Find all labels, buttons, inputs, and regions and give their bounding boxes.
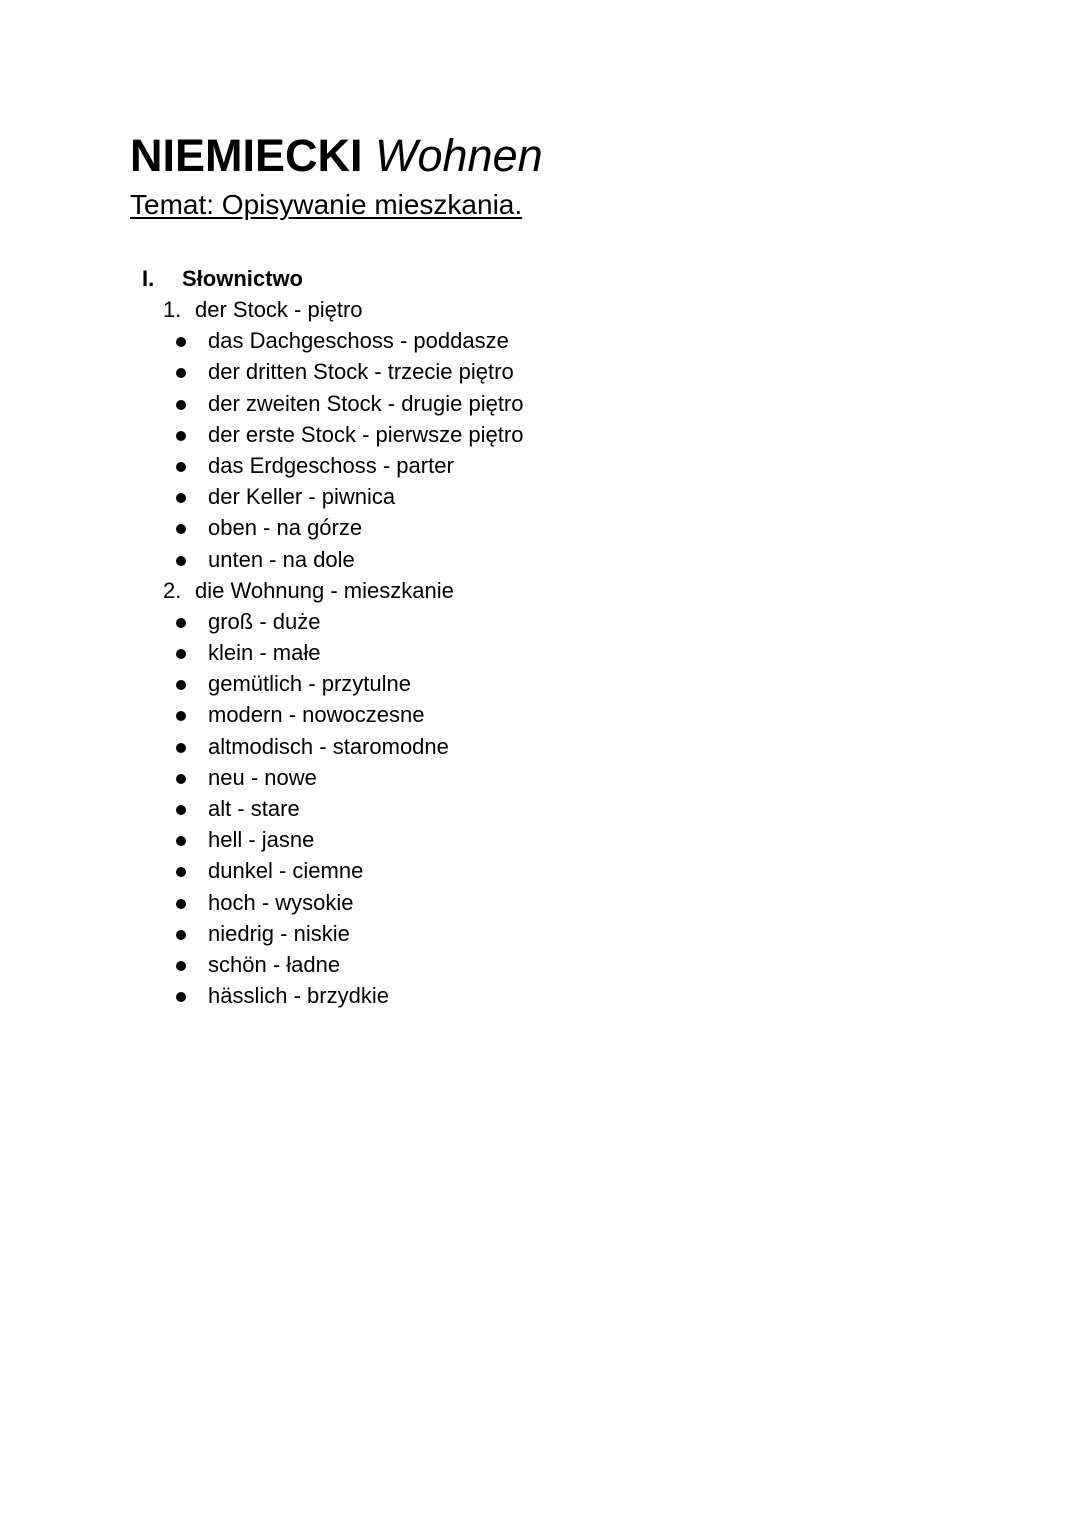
- bullet-icon: [176, 961, 186, 971]
- bullet-icon: [176, 680, 186, 690]
- bullet-text: alt - stare: [208, 796, 300, 821]
- item-text: die Wohnung - mieszkanie: [195, 577, 454, 603]
- vocabulary-list: [0, 294, 1080, 1011]
- bullet-item: [0, 388, 1080, 419]
- bullet-text: groß - duże: [208, 608, 321, 634]
- bullet-text: hell - jasne: [208, 827, 315, 853]
- bullet-item: [0, 699, 1080, 730]
- section-heading: [142, 263, 303, 294]
- bullet-text: hässlich - brzydkie: [208, 983, 389, 1009]
- bullet-item: [0, 668, 1080, 699]
- lesson-subtitle: Temat: Opisywanie mieszkania.: [130, 189, 523, 220]
- bullet-icon: [176, 431, 186, 441]
- item-number: 2.: [163, 577, 182, 603]
- bullet-item: [0, 637, 1080, 668]
- bullet-item: [0, 824, 1080, 855]
- numbered-item: [0, 294, 1080, 325]
- bullet-text: neu - nowe: [208, 764, 317, 790]
- bullet-icon: [176, 774, 186, 784]
- bullet-item: [0, 544, 1080, 575]
- bullet-icon: [176, 930, 186, 940]
- bullet-item: [0, 949, 1080, 980]
- bullet-item: [0, 793, 1080, 824]
- bullet-icon: [176, 836, 186, 846]
- bullet-item: [0, 450, 1080, 481]
- bullet-text: modern - nowoczesne: [208, 702, 425, 728]
- bullet-item: [0, 918, 1080, 949]
- bullet-item: [0, 980, 1080, 1011]
- bullet-icon: [176, 711, 186, 721]
- bullet-icon: [176, 992, 186, 1002]
- bullet-text: klein - małe: [208, 640, 321, 666]
- bullet-text: altmodisch - staromodne: [208, 733, 449, 759]
- bullet-item: [0, 887, 1080, 918]
- bullet-item: [0, 855, 1080, 886]
- numbered-item: [0, 575, 1080, 606]
- title-subject: NIEMIECKI: [130, 130, 363, 181]
- title-topic: Wohnen: [375, 130, 543, 181]
- item-text: der Stock - piętro: [195, 297, 363, 322]
- bullet-text: gemütlich - przytulne: [208, 671, 411, 697]
- section-title: Słownictwo: [182, 266, 303, 291]
- bullet-icon: [176, 493, 186, 503]
- bullet-icon: [176, 462, 186, 472]
- bullet-item: [0, 512, 1080, 543]
- bullet-text: unten - na dole: [208, 546, 355, 572]
- section-number: I.: [142, 266, 155, 291]
- bullet-item: [0, 356, 1080, 387]
- bullet-text: hoch - wysokie: [208, 889, 354, 915]
- bullet-text: das Dachgeschoss - poddasze: [208, 328, 509, 354]
- bullet-text: schön - ładne: [208, 951, 341, 977]
- bullet-text: das Erdgeschoss - parter: [208, 452, 454, 478]
- bullet-icon: [176, 368, 186, 378]
- bullet-text: der zweiten Stock - drugie piętro: [208, 390, 524, 416]
- bullet-icon: [176, 400, 186, 410]
- bullet-icon: [176, 743, 186, 753]
- bullet-text: der Keller - piwnica: [208, 484, 396, 510]
- bullet-icon: [176, 805, 186, 815]
- bullet-icon: [176, 649, 186, 659]
- bullet-icon: [176, 867, 186, 877]
- bullet-icon: [176, 618, 186, 628]
- bullet-item: [0, 606, 1080, 637]
- bullet-item: [0, 762, 1080, 793]
- bullet-icon: [176, 337, 186, 347]
- bullet-icon: [176, 556, 186, 566]
- bullet-text: dunkel - ciemne: [208, 858, 364, 884]
- bullet-item: [0, 325, 1080, 356]
- bullet-icon: [176, 524, 186, 534]
- bullet-text: oben - na górze: [208, 515, 363, 541]
- bullet-item: [0, 419, 1080, 450]
- page-title: [130, 128, 543, 184]
- item-number: 1.: [163, 297, 182, 322]
- bullet-item: [0, 481, 1080, 512]
- bullet-text: der dritten Stock - trzecie piętro: [208, 359, 514, 385]
- bullet-text: niedrig - niskie: [208, 920, 350, 946]
- bullet-icon: [176, 899, 186, 909]
- bullet-item: [0, 731, 1080, 762]
- bullet-text: der erste Stock - pierwsze piętro: [208, 421, 524, 447]
